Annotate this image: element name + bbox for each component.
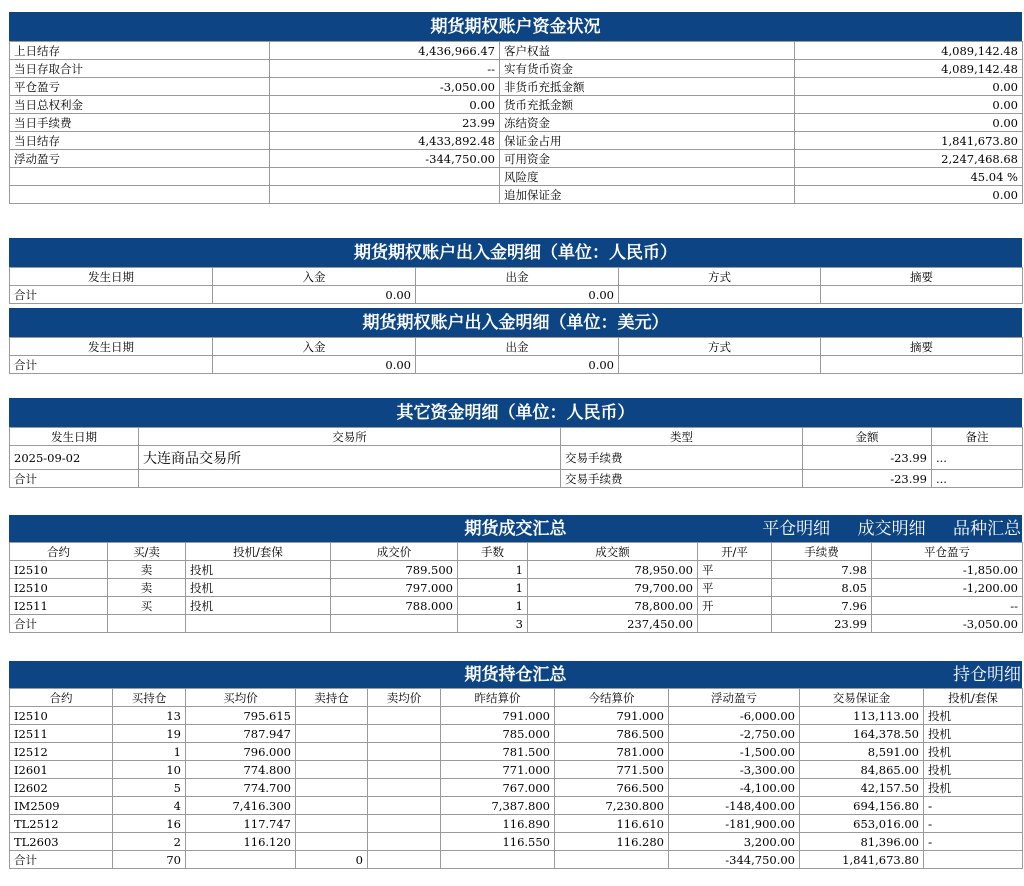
- table-cell: 4,433,892.48: [270, 132, 500, 150]
- table-cell: 0.00: [270, 96, 500, 114]
- table-cell: 23.99: [772, 615, 872, 633]
- table-cell: -3,050.00: [872, 615, 1023, 633]
- table-cell: 当日结存: [10, 132, 270, 150]
- table-cell: 合约: [10, 689, 113, 707]
- table-cell: 4,089,142.48: [795, 60, 1023, 78]
- table-cell: 手数: [458, 543, 528, 561]
- table-row: [10, 579, 1023, 597]
- table-cell: 237,450.00: [528, 615, 698, 633]
- table-cell: 买/卖: [108, 543, 186, 561]
- table-cell: -181,900.00: [669, 815, 800, 833]
- table-row: [10, 797, 1023, 815]
- table-cell: 791.000: [555, 707, 669, 725]
- cny-flow-table: [9, 267, 1023, 304]
- trade-detail-link[interactable]: 成交明细: [857, 519, 926, 539]
- table-cell: 23.99: [270, 114, 500, 132]
- table-cell: 交易所: [139, 428, 561, 446]
- table-row: [10, 470, 1023, 488]
- table-cell: -: [924, 833, 1023, 851]
- table-cell: [139, 470, 561, 488]
- table-cell: 投机: [186, 561, 331, 579]
- table-cell: 合约: [10, 543, 108, 561]
- other-funds-title: 其它资金明细（单位：人民币）: [9, 398, 1022, 427]
- table-cell: 791.000: [441, 707, 555, 725]
- table-cell: [698, 615, 772, 633]
- account-status-row: [10, 168, 1023, 186]
- table-cell: [270, 186, 500, 204]
- table-cell: 投机: [186, 597, 331, 615]
- table-cell: TL2603: [10, 833, 113, 851]
- table-row: [10, 833, 1023, 851]
- table-cell: 0.00: [416, 356, 619, 374]
- table-cell: 合计: [10, 470, 139, 488]
- table-cell: 781.500: [441, 743, 555, 761]
- table-cell: [441, 851, 555, 869]
- table-cell: [821, 286, 1023, 304]
- table-cell: 8,591.00: [800, 743, 924, 761]
- trades-section: [9, 515, 1022, 633]
- table-cell: -148,400.00: [669, 797, 800, 815]
- table-row: [10, 446, 1023, 470]
- table-cell: 767.000: [441, 779, 555, 797]
- table-cell: [368, 761, 441, 779]
- table-cell: 投机: [924, 779, 1023, 797]
- table-cell: 买均价: [186, 689, 296, 707]
- table-cell: -3,050.00: [270, 78, 500, 96]
- table-total-row: [10, 615, 1023, 633]
- table-cell: [10, 168, 270, 186]
- table-cell: 78,950.00: [528, 561, 698, 579]
- table-cell: 交易手续费: [561, 446, 803, 470]
- table-cell: I2511: [10, 725, 113, 743]
- table-row: [10, 707, 1023, 725]
- table-header-row: [10, 268, 1023, 286]
- table-cell: 上日结存: [10, 42, 270, 60]
- table-cell: 发生日期: [10, 268, 213, 286]
- table-cell: 4,089,142.48: [795, 42, 1023, 60]
- table-cell: 开/平: [698, 543, 772, 561]
- table-cell: 113,113.00: [800, 707, 924, 725]
- table-cell: -344,750.00: [669, 851, 800, 869]
- table-cell: -6,000.00: [669, 707, 800, 725]
- table-cell: 1: [458, 579, 528, 597]
- table-cell: [296, 761, 368, 779]
- table-cell: 手续费: [772, 543, 872, 561]
- table-header-row: [10, 689, 1023, 707]
- table-cell: -344,750.00: [270, 150, 500, 168]
- table-cell: 投机: [924, 707, 1023, 725]
- table-cell: 0.00: [795, 186, 1023, 204]
- table-cell: 797.000: [331, 579, 458, 597]
- table-cell: [619, 286, 821, 304]
- table-cell: 成交额: [528, 543, 698, 561]
- table-total-row: [10, 286, 1023, 304]
- positions-header: [9, 661, 1022, 688]
- table-cell: 入金: [213, 338, 416, 356]
- table-cell: 81,396.00: [800, 833, 924, 851]
- table-cell: 4,436,966.47: [270, 42, 500, 60]
- account-status-row: [10, 114, 1023, 132]
- account-status-row: [10, 60, 1023, 78]
- table-cell: 117.747: [186, 815, 296, 833]
- table-cell: 卖: [108, 561, 186, 579]
- table-header-row: [10, 338, 1023, 356]
- table-cell: -1,200.00: [872, 579, 1023, 597]
- table-cell: 出金: [416, 338, 619, 356]
- table-cell: [368, 725, 441, 743]
- table-cell: 保证金占用: [500, 132, 795, 150]
- table-cell: 投机: [924, 743, 1023, 761]
- table-cell: 10: [113, 761, 186, 779]
- table-cell: 非货币充抵金额: [500, 78, 795, 96]
- table-cell: 0.00: [213, 356, 416, 374]
- close-detail-link[interactable]: 平仓明细: [762, 519, 831, 539]
- table-cell: 2025-09-02: [10, 446, 139, 470]
- table-cell: 1,841,673.80: [795, 132, 1023, 150]
- cny-flow-section: [9, 238, 1022, 304]
- table-cell: 投机: [924, 761, 1023, 779]
- table-cell: 16: [113, 815, 186, 833]
- table-cell: I2510: [10, 561, 108, 579]
- table-cell: 786.500: [555, 725, 669, 743]
- table-cell: 平仓盈亏: [872, 543, 1023, 561]
- table-cell: 0.00: [213, 286, 416, 304]
- table-cell: [296, 797, 368, 815]
- table-cell: [368, 797, 441, 815]
- table-header-row: [10, 428, 1023, 446]
- table-cell: 风险度: [500, 168, 795, 186]
- table-cell: 开: [698, 597, 772, 615]
- positions-section: [9, 661, 1022, 869]
- table-cell: -1,500.00: [669, 743, 800, 761]
- table-row: [10, 561, 1023, 579]
- account-status-row: [10, 150, 1023, 168]
- table-cell: 796.000: [186, 743, 296, 761]
- table-cell: 2: [113, 833, 186, 851]
- table-cell: 788.000: [331, 597, 458, 615]
- table-cell: 116.610: [555, 815, 669, 833]
- table-cell: 79,700.00: [528, 579, 698, 597]
- table-cell: [368, 833, 441, 851]
- table-cell: I2512: [10, 743, 113, 761]
- table-cell: 合计: [10, 286, 213, 304]
- table-cell: 摘要: [821, 338, 1023, 356]
- table-cell: 785.000: [441, 725, 555, 743]
- account-status-table: [9, 41, 1023, 204]
- table-cell: 19: [113, 725, 186, 743]
- table-cell: 平: [698, 561, 772, 579]
- table-cell: 2,247,468.68: [795, 150, 1023, 168]
- cny-flow-title: 期货期权账户出入金明细（单位：人民币）: [9, 238, 1022, 267]
- table-cell: 795.615: [186, 707, 296, 725]
- table-cell: I2511: [10, 597, 108, 615]
- table-cell: 类型: [561, 428, 803, 446]
- table-cell: 投机/套保: [924, 689, 1023, 707]
- table-cell: 当日存取合计: [10, 60, 270, 78]
- table-cell: 0.00: [795, 96, 1023, 114]
- table-cell: --: [270, 60, 500, 78]
- table-cell: 卖: [108, 579, 186, 597]
- other-funds-section: [9, 398, 1022, 488]
- table-cell: I2510: [10, 707, 113, 725]
- table-cell: 投机: [924, 725, 1023, 743]
- account-status-row: [10, 42, 1023, 60]
- table-cell: [296, 833, 368, 851]
- table-cell: -: [924, 815, 1023, 833]
- table-cell: IM2509: [10, 797, 113, 815]
- account-status-title: 期货期权账户资金状况: [9, 12, 1022, 41]
- table-cell: [296, 815, 368, 833]
- table-cell: 1: [458, 561, 528, 579]
- table-cell: 合计: [10, 356, 213, 374]
- table-cell: 今结算价: [555, 689, 669, 707]
- table-cell: 客户权益: [500, 42, 795, 60]
- table-cell: 84,865.00: [800, 761, 924, 779]
- table-cell: 0.00: [416, 286, 619, 304]
- table-cell: 成交价: [331, 543, 458, 561]
- table-cell: 方式: [619, 268, 821, 286]
- position-detail-link[interactable]: 持仓明细: [953, 665, 1021, 685]
- table-cell: 789.500: [331, 561, 458, 579]
- table-cell: 冻结资金: [500, 114, 795, 132]
- table-cell: 774.800: [186, 761, 296, 779]
- table-cell: 0.00: [795, 114, 1023, 132]
- table-cell: -4,100.00: [669, 779, 800, 797]
- table-row: [10, 779, 1023, 797]
- table-cell: 771.000: [441, 761, 555, 779]
- table-cell: TL2512: [10, 815, 113, 833]
- table-cell: [619, 356, 821, 374]
- table-cell: [555, 851, 669, 869]
- table-row: [10, 815, 1023, 833]
- table-cell: 追加保证金: [500, 186, 795, 204]
- table-cell: I2510: [10, 579, 108, 597]
- table-cell: 合计: [10, 615, 108, 633]
- table-cell: 出金: [416, 268, 619, 286]
- table-cell: 交易手续费: [561, 470, 803, 488]
- table-cell: -23.99: [803, 446, 932, 470]
- table-cell: 3: [458, 615, 528, 633]
- table-cell: [924, 851, 1023, 869]
- table-row: [10, 761, 1023, 779]
- table-cell: 7.96: [772, 597, 872, 615]
- product-summary-link[interactable]: 品种汇总: [953, 519, 1021, 539]
- table-cell: [331, 615, 458, 633]
- table-cell: [368, 779, 441, 797]
- table-cell: 1: [458, 597, 528, 615]
- table-cell: 当日总权利金: [10, 96, 270, 114]
- table-total-row: [10, 356, 1023, 374]
- table-cell: 116.890: [441, 815, 555, 833]
- other-funds-table: [9, 427, 1023, 488]
- table-cell: [368, 851, 441, 869]
- table-cell: 卖均价: [368, 689, 441, 707]
- table-cell: [186, 851, 296, 869]
- table-cell: 买: [108, 597, 186, 615]
- table-cell: [296, 725, 368, 743]
- table-cell: -3,300.00: [669, 761, 800, 779]
- table-cell: 0: [296, 851, 368, 869]
- table-cell: [368, 707, 441, 725]
- table-cell: 1,841,673.80: [800, 851, 924, 869]
- table-cell: [296, 743, 368, 761]
- table-cell: 1: [113, 743, 186, 761]
- table-cell: 当日手续费: [10, 114, 270, 132]
- table-cell: 694,156.80: [800, 797, 924, 815]
- account-status-section: [9, 12, 1022, 204]
- table-cell: -2,750.00: [669, 725, 800, 743]
- table-cell: 入金: [213, 268, 416, 286]
- table-cell: [10, 186, 270, 204]
- table-cell: [270, 168, 500, 186]
- table-cell: 货币充抵金额: [500, 96, 795, 114]
- table-cell: 653,016.00: [800, 815, 924, 833]
- table-cell: 昨结算价: [441, 689, 555, 707]
- table-cell: 平: [698, 579, 772, 597]
- table-cell: 7,387.800: [441, 797, 555, 815]
- positions-table: [9, 688, 1023, 869]
- table-cell: -1,850.00: [872, 561, 1023, 579]
- table-cell: 备注: [932, 428, 1023, 446]
- table-cell: [186, 615, 331, 633]
- table-cell: 0.00: [795, 78, 1023, 96]
- table-row: [10, 743, 1023, 761]
- table-cell: 70: [113, 851, 186, 869]
- table-cell: 交易保证金: [800, 689, 924, 707]
- table-cell: 7,416.300: [186, 797, 296, 815]
- table-cell: [296, 707, 368, 725]
- table-cell: 13: [113, 707, 186, 725]
- table-total-row: [10, 851, 1023, 869]
- trades-title: 期货成交汇总: [464, 519, 567, 539]
- table-cell: 8.05: [772, 579, 872, 597]
- table-cell: ...: [932, 446, 1023, 470]
- table-cell: 投机: [186, 579, 331, 597]
- table-cell: 116.550: [441, 833, 555, 851]
- table-cell: 4: [113, 797, 186, 815]
- table-cell: 发生日期: [10, 428, 139, 446]
- account-status-row: [10, 132, 1023, 150]
- table-cell: 5: [113, 779, 186, 797]
- usd-flow-section: [9, 308, 1022, 374]
- table-cell: [368, 743, 441, 761]
- table-cell: [368, 815, 441, 833]
- table-cell: 可用资金: [500, 150, 795, 168]
- table-cell: 45.04 %: [795, 168, 1023, 186]
- table-cell: 买持仓: [113, 689, 186, 707]
- table-cell: 平仓盈亏: [10, 78, 270, 96]
- table-cell: I2602: [10, 779, 113, 797]
- table-cell: [821, 356, 1023, 374]
- table-cell: 78,800.00: [528, 597, 698, 615]
- table-cell: -23.99: [803, 470, 932, 488]
- account-status-row: [10, 78, 1023, 96]
- account-status-row: [10, 96, 1023, 114]
- account-status-row: [10, 186, 1023, 204]
- table-cell: 766.500: [555, 779, 669, 797]
- table-cell: 771.500: [555, 761, 669, 779]
- table-cell: --: [872, 597, 1023, 615]
- table-cell: 42,157.50: [800, 779, 924, 797]
- table-cell: 774.700: [186, 779, 296, 797]
- positions-title: 期货持仓汇总: [464, 665, 567, 685]
- table-cell: 7.98: [772, 561, 872, 579]
- table-cell: 卖持仓: [296, 689, 368, 707]
- table-cell: 116.120: [186, 833, 296, 851]
- table-cell: 发生日期: [10, 338, 213, 356]
- table-cell: [296, 779, 368, 797]
- table-header-row: [10, 543, 1023, 561]
- trades-links: [740, 516, 1021, 543]
- usd-flow-title: 期货期权账户出入金明细（单位：美元）: [9, 308, 1022, 337]
- trades-table: [9, 542, 1023, 633]
- table-cell: 浮动盈亏: [669, 689, 800, 707]
- table-cell: 164,378.50: [800, 725, 924, 743]
- table-cell: 方式: [619, 338, 821, 356]
- table-cell: 摘要: [821, 268, 1023, 286]
- table-cell: ...: [932, 470, 1023, 488]
- table-row: [10, 597, 1023, 615]
- table-cell: 投机/套保: [186, 543, 331, 561]
- table-cell: [108, 615, 186, 633]
- table-cell: 787.947: [186, 725, 296, 743]
- table-cell: 实有货币资金: [500, 60, 795, 78]
- table-cell: 7,230.800: [555, 797, 669, 815]
- table-cell: 金额: [803, 428, 932, 446]
- usd-flow-table: [9, 337, 1023, 374]
- table-cell: 781.000: [555, 743, 669, 761]
- table-cell: 大连商品交易所: [139, 446, 561, 470]
- table-cell: -: [924, 797, 1023, 815]
- positions-links: [931, 662, 1021, 689]
- table-cell: I2601: [10, 761, 113, 779]
- table-cell: 浮动盈亏: [10, 150, 270, 168]
- table-cell: 116.280: [555, 833, 669, 851]
- table-cell: 3,200.00: [669, 833, 800, 851]
- table-cell: 合计: [10, 851, 113, 869]
- table-row: [10, 725, 1023, 743]
- trades-header: [9, 515, 1022, 542]
